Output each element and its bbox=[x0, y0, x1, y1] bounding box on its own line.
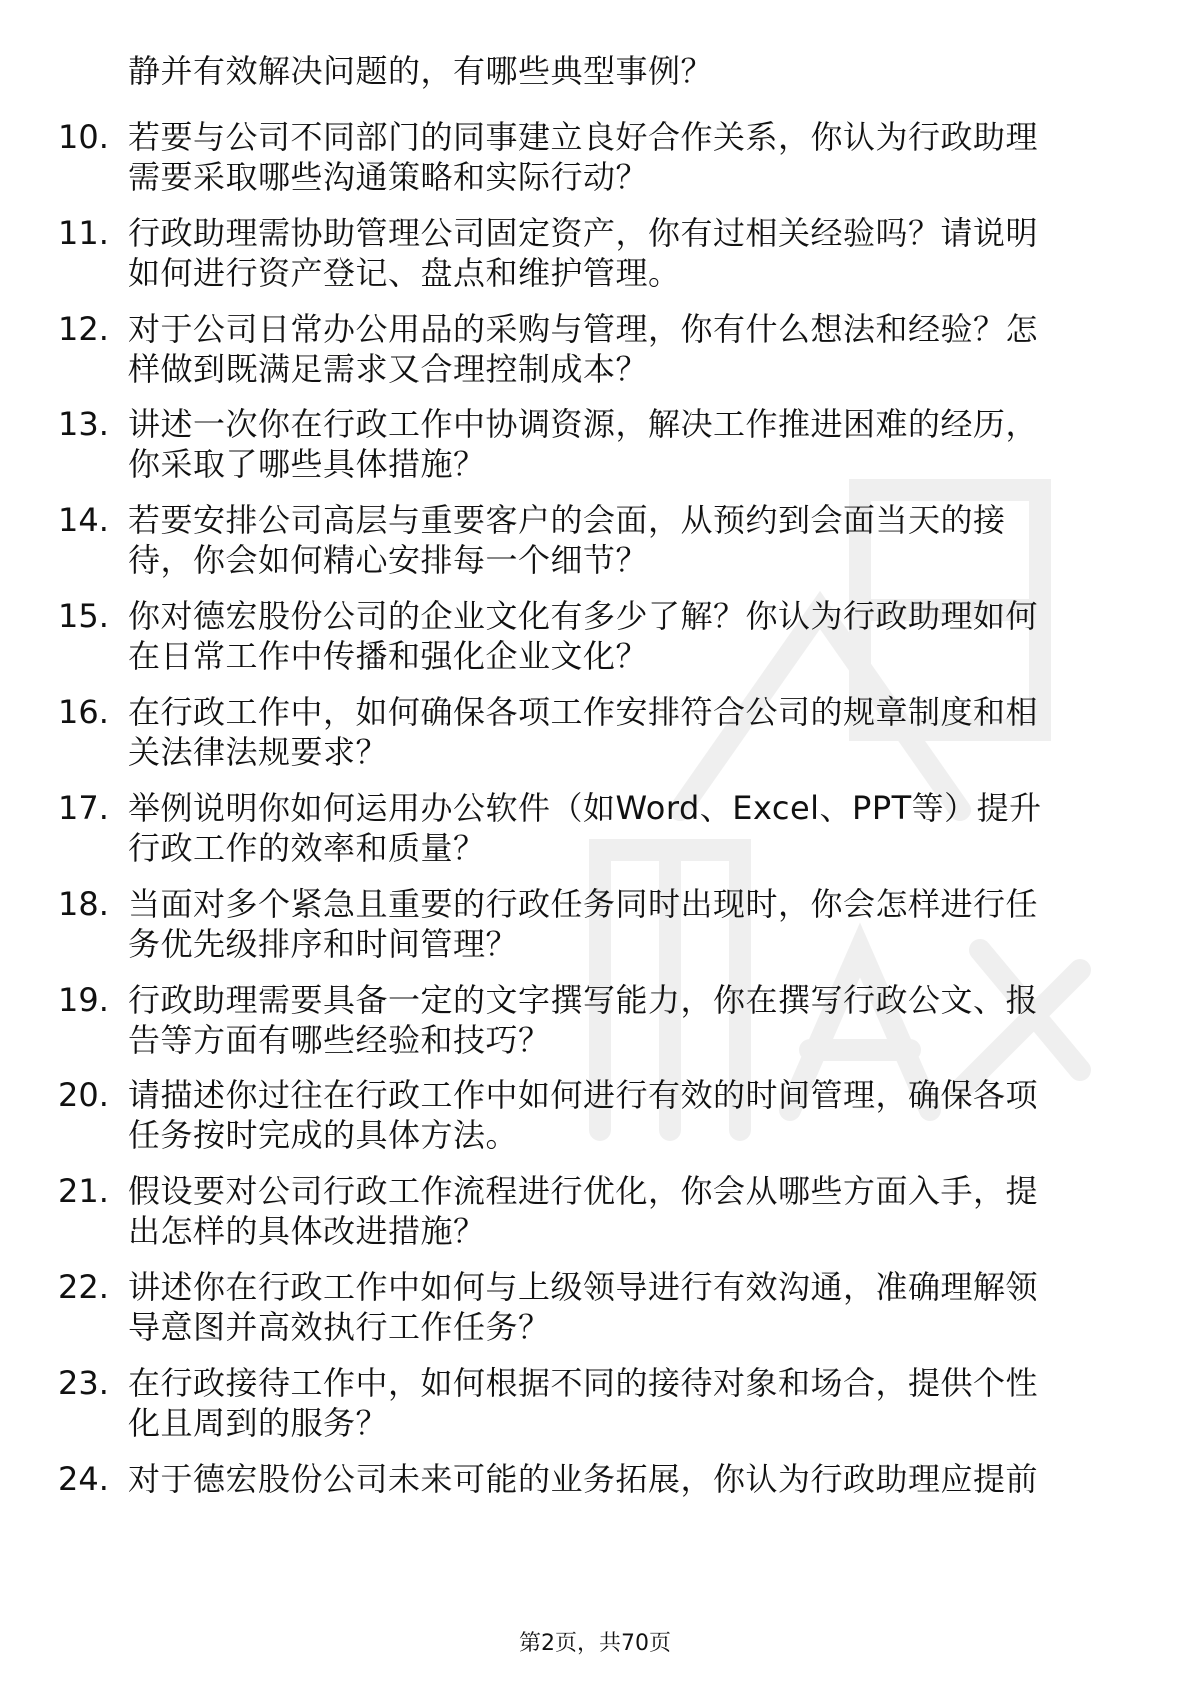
question-number: 15. bbox=[58, 597, 109, 635]
question-text-line: 告等方面有哪些经验和技巧？ bbox=[128, 1021, 551, 1059]
question-text-line: 在行政接待工作中，如何根据不同的接待对象和场合，提供个性 bbox=[128, 1364, 1039, 1402]
question-text-line: 举例说明你如何运用办公软件（如Word、Excel、PPT等）提升 bbox=[128, 789, 1042, 827]
question-number: 21. bbox=[58, 1172, 109, 1210]
question-text-line: 你采取了哪些具体措施？ bbox=[128, 445, 486, 483]
question-text-line: 讲述一次你在行政工作中协调资源，解决工作推进困难的经历， bbox=[128, 405, 1039, 443]
question-number: 10. bbox=[58, 118, 109, 156]
question-text-line: 任务按时完成的具体方法。 bbox=[128, 1116, 519, 1154]
question-text-line: 行政助理需协助管理公司固定资产，你有过相关经验吗？请说明 bbox=[128, 214, 1039, 252]
question-number: 20. bbox=[58, 1076, 109, 1114]
question-number: 11. bbox=[58, 214, 109, 252]
question-text-line: 对于公司日常办公用品的采购与管理，你有什么想法和经验？怎 bbox=[128, 310, 1039, 348]
question-text-line: 待，你会如何精心安排每一个细节？ bbox=[128, 541, 649, 579]
question-text-line: 在行政工作中，如何确保各项工作安排符合公司的规章制度和相 bbox=[128, 693, 1039, 731]
question-number: 18. bbox=[58, 885, 109, 923]
question-text-line: 对于德宏股份公司未来可能的业务拓展，你认为行政助理应提前 bbox=[128, 1460, 1039, 1498]
question-number: 17. bbox=[58, 789, 109, 827]
question-text-line: 在日常工作中传播和强化企业文化？ bbox=[128, 637, 649, 675]
question-text-line: 请描述你过往在行政工作中如何进行有效的时间管理，确保各项 bbox=[128, 1076, 1039, 1114]
question-text-line: 关法律法规要求？ bbox=[128, 733, 389, 771]
question-number: 16. bbox=[58, 693, 109, 731]
question-text-line: 当面对多个紧急且重要的行政任务同时出现时，你会怎样进行任 bbox=[128, 885, 1039, 923]
question-text-line: 若要与公司不同部门的同事建立良好合作关系，你认为行政助理 bbox=[128, 118, 1039, 156]
question-text-line: 需要采取哪些沟通策略和实际行动？ bbox=[128, 158, 649, 196]
question-number: 22. bbox=[58, 1268, 109, 1306]
question-text-line: 化且周到的服务？ bbox=[128, 1404, 389, 1442]
question-number: 24. bbox=[58, 1460, 109, 1498]
question-text-line: 假设要对公司行政工作流程进行优化，你会从哪些方面入手，提 bbox=[128, 1172, 1039, 1210]
question-number: 19. bbox=[58, 981, 109, 1019]
question-text-line: 务优先级排序和时间管理？ bbox=[128, 925, 519, 963]
question-number: 13. bbox=[58, 405, 109, 443]
question-number: 12. bbox=[58, 310, 109, 348]
continuation-text: 静并有效解决问题的，有哪些典型事例？ bbox=[128, 52, 714, 90]
question-text-line: 讲述你在行政工作中如何与上级领导进行有效沟通，准确理解领 bbox=[128, 1268, 1039, 1306]
question-text-line: 出怎样的具体改进措施？ bbox=[128, 1212, 486, 1250]
question-number: 14. bbox=[58, 501, 109, 539]
question-text-line: 样做到既满足需求又合理控制成本？ bbox=[128, 350, 649, 388]
question-text-line: 行政助理需要具备一定的文字撰写能力，你在撰写行政公文、报 bbox=[128, 981, 1039, 1019]
question-text-line: 你对德宏股份公司的企业文化有多少了解？你认为行政助理如何 bbox=[128, 597, 1039, 635]
question-text-line: 若要安排公司高层与重要客户的会面，从预约到会面当天的接 bbox=[128, 501, 1006, 539]
question-text-line: 行政工作的效率和质量？ bbox=[128, 829, 486, 867]
page-footer: 第2页，共70页 bbox=[519, 1631, 671, 1656]
question-number: 23. bbox=[58, 1364, 109, 1402]
question-text-line: 如何进行资产登记、盘点和维护管理。 bbox=[128, 254, 681, 292]
question-text-line: 导意图并高效执行工作任务？ bbox=[128, 1308, 551, 1346]
